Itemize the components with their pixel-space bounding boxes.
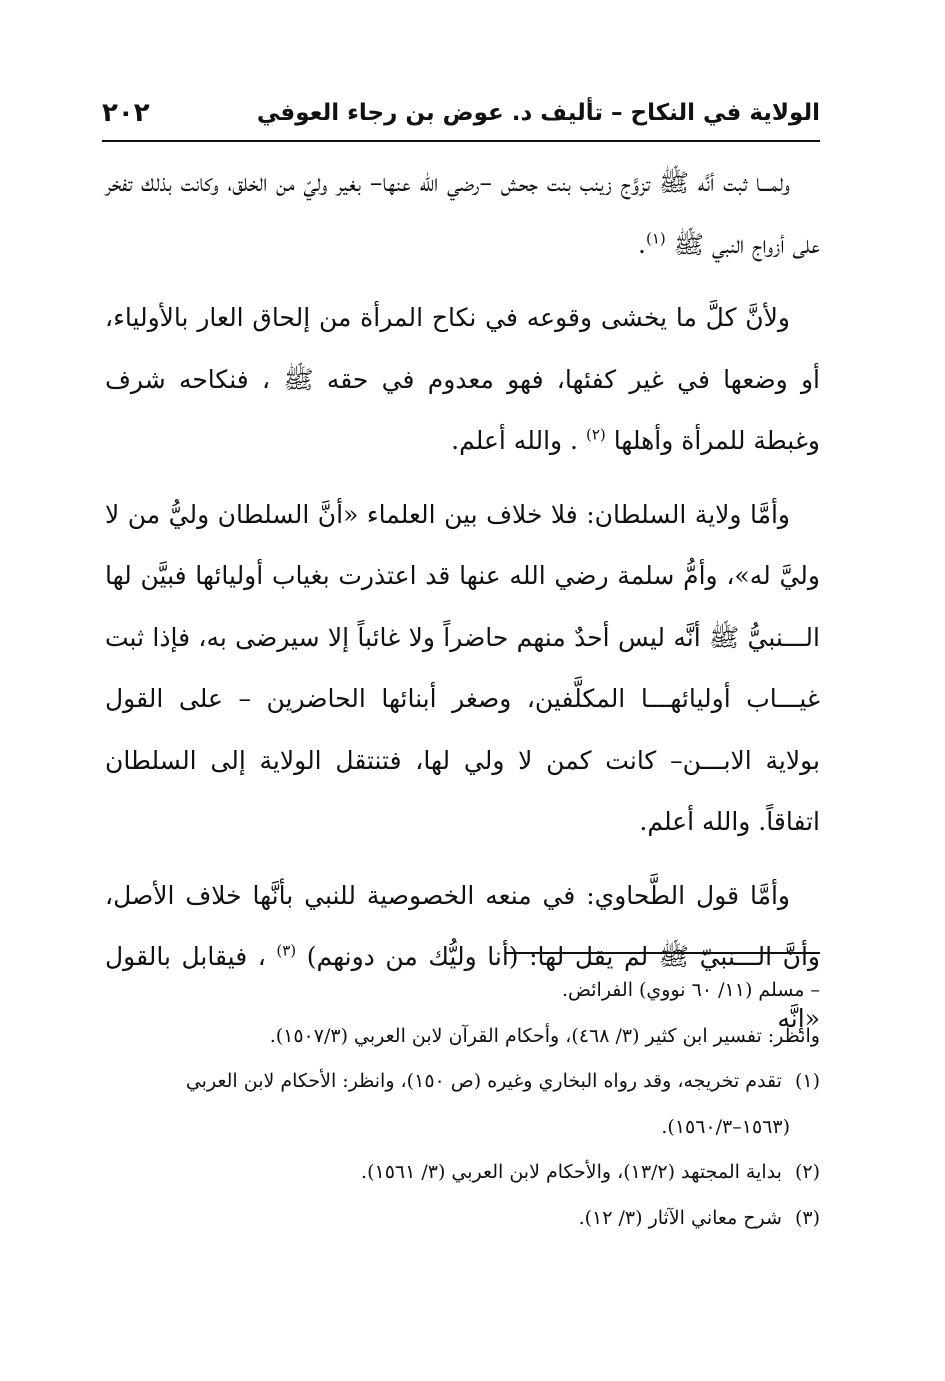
running-title: الولاية في النكاح – تأليف د. عوض بن رجاء العوفي (256, 100, 820, 126)
footnote-2 (105, 1150, 820, 1196)
main-text (105, 152, 820, 1049)
page-number: ٢٠٢ (102, 98, 150, 128)
footnote-1-continuation: (١٥٦٣–١٥٦٠/٣). (661, 1115, 790, 1138)
footnote-continuation-line: وانظر: تفسير ابن كثير (٣/ ٤٦٨)، وأحكام القرآن لابن العربي (١٥٠٧/٣). (269, 1024, 820, 1047)
paragraph-text: ولمـــا ثبت أنَّه ﷺ تزوَّج زينب بنت جحش –رضي الله عنها– بغير وليّ من الخلق، وكانت بذلك تفخر على أزواج النبي ﷺ (105, 168, 820, 259)
footnote-text: شرح معاني الآثار (٣/ ١٢). (578, 1206, 782, 1229)
footnote-ref[interactable]: (٢) (585, 425, 606, 444)
paragraph-text: وأمَّا قول الطَّحاوي: في منعه الخصوصية للنبي بأنَّها خلاف الأصل، وأنَّ الـــنبيّ ﷺ لم يقل لها: (أنا وليُّك من دونهم) (105, 880, 820, 971)
footnotes (105, 968, 820, 1241)
paragraph-tail: . (638, 229, 646, 259)
paragraph-text: ولأنَّ كلَّ ما يخشى وقوعه في نكاح المرأة من إلحاق العار بالأولياء، أو وضعها في غير كفئها، فهو معدوم في حقه ﷺ ، فنكاحه شرف وغبطة للمرأة وأهلها (105, 303, 820, 455)
footnote-ref[interactable]: (٣) (276, 941, 297, 960)
footnote-ref[interactable]: (١) (645, 229, 666, 248)
footnote-separator (505, 952, 820, 954)
footnote-1 (105, 1059, 820, 1105)
footnote-3 (105, 1196, 820, 1242)
footnote-continuation-line: – مسلم (١١/ ٦٠ نووي) الفرائض. (561, 979, 820, 1001)
footnote-text: بداية المجتهد (١٣/٢)، والأحكام لابن العربي (٣/ ١٥٦١). (361, 1161, 782, 1183)
paragraph (105, 287, 820, 472)
paragraph (105, 484, 820, 853)
footnote-number: (٢) (794, 1161, 820, 1183)
page-header (102, 96, 820, 142)
paragraph (105, 152, 820, 275)
paragraph-tail: . والله أعلم. (451, 426, 586, 455)
footnote-number: (١) (794, 1070, 820, 1092)
footnote-text: تقدم تخريجه، وقد رواه البخاري وغيره (ص ١٥٠)، وانظر: الأحكام لابن العربي (185, 1070, 782, 1092)
paragraph-text: وأمَّا ولاية السلطان: فلا خلاف بين العلماء «أنَّ السلطان وليُّ من لا وليَّ له»، وأمُّ سلمة رضي الله عنها قد اعتذرت بغياب أوليائها فبيَّن لها الـــنبيُّ ﷺ أنَّه ليس أحدٌ منهم حاضراً ولا غائباً إلا سيرضى به، فإذا ثبت غيـــاب أوليائهـــا المكلَّفين، وصغر أبنائها الحاضرين – على القول بولاية الابـــن– كانت كمن لا ولي لها، فتنتقل الولاية إلى السلطان اتفاقاً. والله أعلم. (105, 499, 820, 836)
footnote-number: (٣) (794, 1206, 820, 1229)
paragraph-tail: ، فيقابل بالقول «إنَّه (105, 942, 820, 1033)
